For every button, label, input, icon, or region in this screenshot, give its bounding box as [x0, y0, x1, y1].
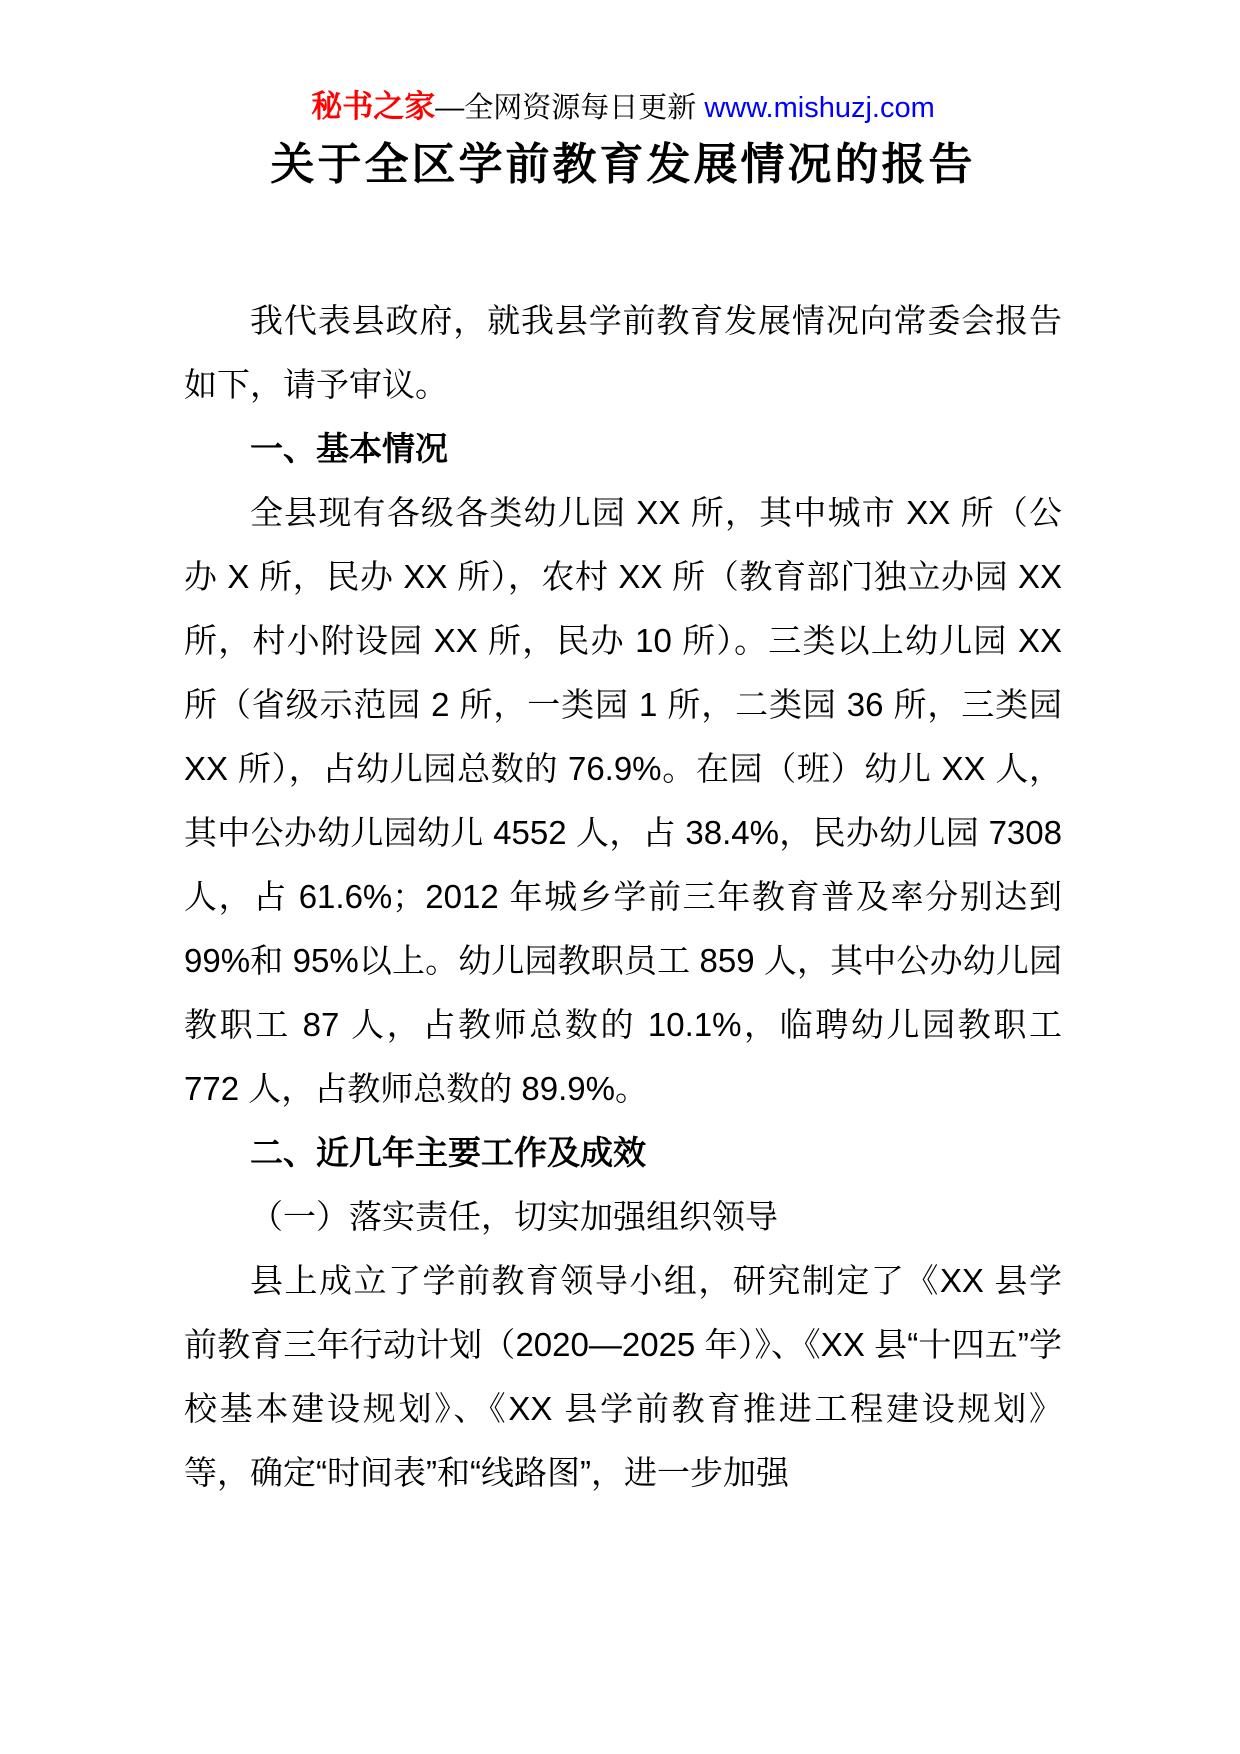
- site-name: 秘书之家: [311, 89, 436, 124]
- document-body: [184, 289, 1062, 1505]
- site-header: [184, 86, 1062, 129]
- paragraph-intro: 我代表县政府，就我县学前教育发展情况向常委会报告如下，请予审议。: [184, 302, 1062, 403]
- subsection-heading-responsibility: （一）落实责任，切实加强组织领导: [250, 1198, 778, 1235]
- paragraph-basic-situation: 全县现有各级各类幼儿园 XX 所，其中城市 XX 所（公办 X 所，民办 XX 所），农村 XX 所（教育部门独立办园 XX 所，村小附设园 XX 所，民办 10 所）。三类以上幼儿园 XX 所（省级示范园 2 所，一类园 1 所，二类园 36 所，三类园 XX 所），占幼儿园总数的 76.9%。在园（班）幼儿 XX 人，其中公办幼儿园幼儿 4552 人，占 38.4%，民办幼儿园 7308 人，占 61.6%；2012 年城乡学前三年教育普及率分别达到 99%和 95%以上。幼儿园教职员工 859 人，其中公办幼儿园教职工 87 人，占教师总数的 10.1%，临聘幼儿园教职工 772 人，占教师总数的 89.9%。: [184, 494, 1062, 1107]
- site-tagline: —全网资源每日更新: [435, 92, 705, 124]
- paragraph-leadership: 县上成立了学前教育领导小组，研究制定了《XX 县学前教育三年行动计划（2020—2025 年）》、《XX 县“十四五”学校基本建设规划》、《XX 县学前教育推进工程建设规划》等，确定“时间表”和“线路图”，进一步加强: [184, 1262, 1062, 1491]
- section-heading-main-work: 二、近几年主要工作及成效: [250, 1134, 646, 1171]
- site-url-link[interactable]: www.mishuzj.com: [704, 92, 935, 124]
- document-title: 关于全区学前教育发展情况的报告: [270, 140, 976, 189]
- section-heading-basic-situation: 一、基本情况: [250, 430, 448, 467]
